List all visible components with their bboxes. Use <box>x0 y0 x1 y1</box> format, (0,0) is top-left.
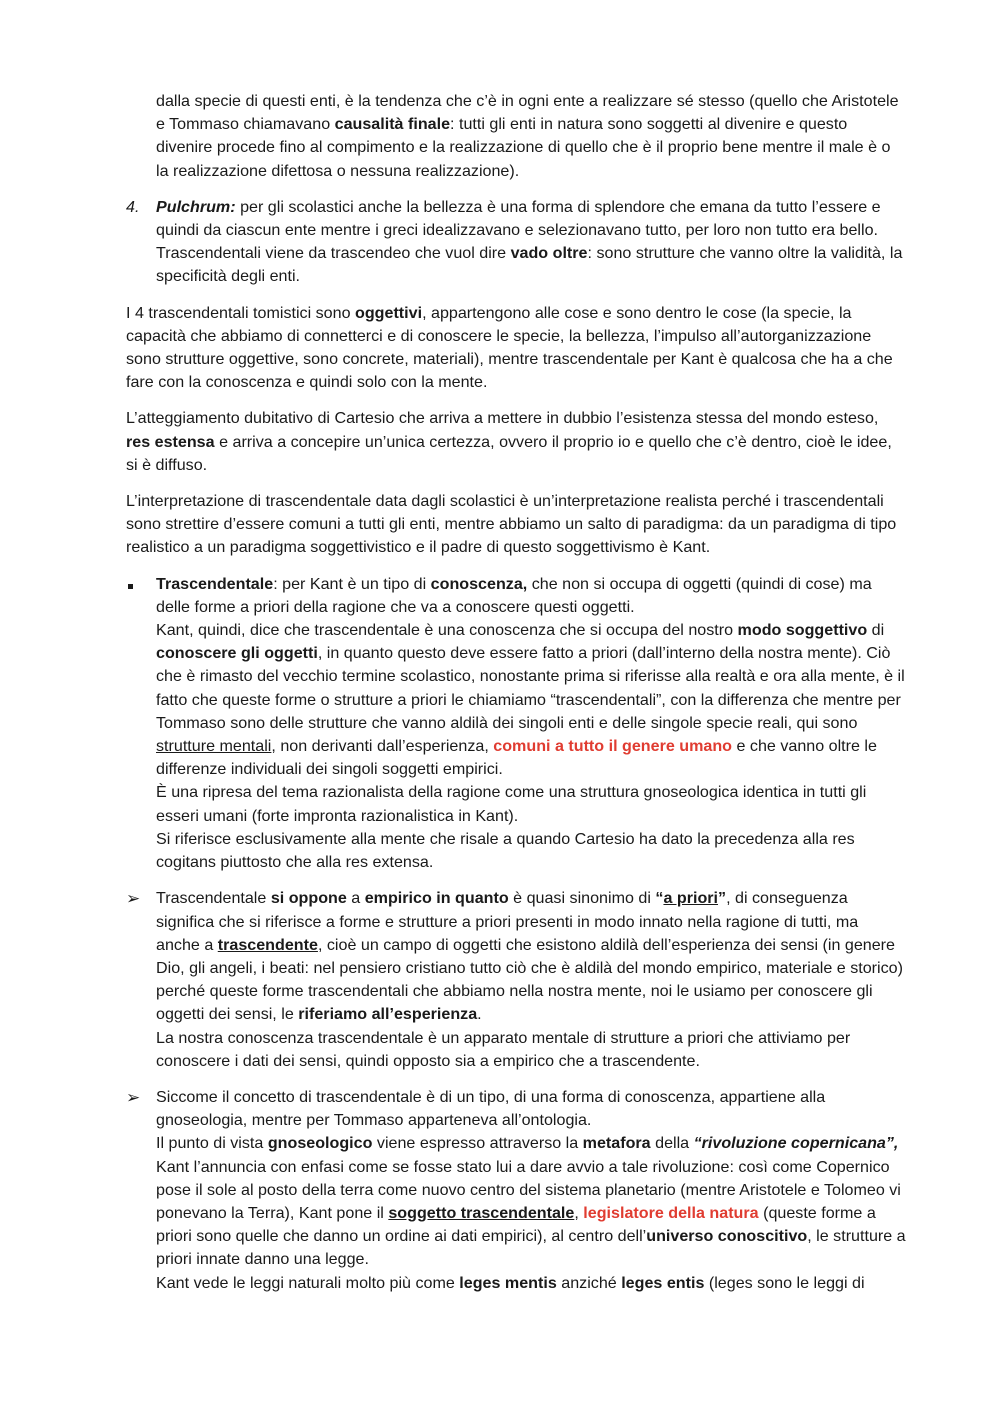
text: Siccome il concetto di trascendentale è di un tipo, di una forma di conoscenza, appartiene alla gnoseologia, mentre per Tommaso apparteneva all’ontologia. <box>156 1087 826 1130</box>
bold-quote: ” <box>718 889 727 908</box>
arrow-bullet-icon: ➢ <box>126 889 141 909</box>
text: , non derivanti dall’esperienza, <box>271 737 494 756</box>
text: anziché <box>556 1273 622 1292</box>
bold-italic-term: “rivoluzione copernicana”, <box>693 1134 899 1153</box>
bold-term: metafora <box>582 1134 651 1153</box>
underlined-term: strutture mentali <box>156 737 272 756</box>
text: . <box>477 1005 482 1024</box>
bold-term: conoscere gli oggetti <box>156 644 318 663</box>
bold-italic-term: Pulchrum: <box>156 197 236 216</box>
red-highlight: legislatore della natura <box>583 1203 759 1222</box>
text: Trascendentale <box>156 889 271 908</box>
text: a <box>346 889 365 908</box>
text: È una ripresa del tema razionalista della ragione come una struttura gnoseologica identica in tutti gli esseri umani (forte impronta razionalistica in Kant). <box>156 783 867 825</box>
bold-underlined-term: trascendente <box>217 935 318 954</box>
bold-term: Trascendentale <box>156 574 274 593</box>
bold-term: leges entis <box>621 1273 705 1292</box>
bold-term: gnoseologico <box>267 1134 373 1153</box>
text: è quasi sinonimo di <box>508 889 656 908</box>
text: La nostra conoscenza trascendentale è un apparato mentale di strutture a priori che attiviamo per conoscere i dati dei sensi, quindi opposto sia a empirico che a trascendente. <box>156 1028 851 1070</box>
text: , cioè un campo di oggetti che esistono aldilà dell’esperienza dei sensi (in genere Dio, gli angeli, i beati: nel pensiero cristiano tutto ciò che è aldilà del mondo empirico, materiale e storico) perché queste forme trascendentali che abbiamo nella nostra mente, noi le usiamo per conoscere gli oggetti dei sensi, le <box>156 935 903 1024</box>
bold-term: modo soggettivo <box>737 621 868 640</box>
text: Il punto di vista <box>156 1134 268 1153</box>
text: , le strutture a priori innate danno una legge. <box>156 1227 906 1269</box>
bold-term: universo conoscitivo <box>646 1227 808 1246</box>
text: I 4 trascendentali tomistici sono <box>126 303 355 322</box>
text: : sono strutture che vanno oltre la validità, la specificità degli enti. <box>156 244 903 286</box>
bold-term: empirico in quanto <box>364 889 509 908</box>
text: Kant l’annuncia con enfasi come se fosse stato lui a dare avvio a tale rivoluzione: così come Copernico pose il sole al posto della terra come nuovo centro del sistema planetario (mentre Aristotele e Tolomeo vi ponevano la Terra), Kant pone il <box>156 1157 901 1222</box>
list-number: 4. <box>126 197 140 216</box>
text: Kant vede le leggi naturali molto più come <box>156 1273 460 1292</box>
text: , in quanto questo deve essere fatto a priori (dall’interno della nostra mente). Ciò che è rimasto del vecchio termine scolastico, nonostante prima si riferisse alla realtà e ora alla mente, è il fatto che queste forme o strutture a priori le chiamiamo “trascendentali”, con la differenza che mentre per Tommaso sono delle strutture che vanno aldilà dei singoli enti e delle singole specie reali, qui sono <box>156 644 905 732</box>
paragraph-continuation <box>126 90 906 183</box>
red-highlight: comuni a tutto il genere umano <box>493 737 733 756</box>
text: Si riferisce esclusivamente alla mente che risale a quando Cartesio ha dato la precedenza alla res cogitans piuttosto che alla res extensa. <box>156 829 855 872</box>
bold-term: vado oltre <box>510 244 588 263</box>
paragraph-trascendentali-tomistici <box>126 302 906 395</box>
text: L’atteggiamento dubitativo di Cartesio che arriva a mettere in dubbio l’esistenza stessa del mondo esteso, <box>126 409 879 428</box>
text: dalla specie di questi enti, è la tendenza che c’è in ogni ente a realizzare sé stesso (quello che Aristotele e Tommaso chiamavano <box>156 92 899 134</box>
bold-quote: “ <box>655 889 664 908</box>
text: di <box>867 621 885 640</box>
text: Kant, quindi, dice che trascendentale è una conoscenza che si occupa del nostro <box>156 621 738 640</box>
bullet-item-trascendentale <box>126 573 906 875</box>
paragraph-cartesio <box>126 407 906 477</box>
text: : tutti gli enti in natura sono soggetti al divenire e questo divenire procede fino al compimento e la realizzazione di quello che è il proprio bene mentre il male è o la realizzazione difettosa o nessuna realizzazione). <box>156 115 891 180</box>
bold-term: riferiamo all’esperienza <box>298 1005 478 1024</box>
arrow-bullet-icon: ➢ <box>126 1087 141 1107</box>
text: , <box>574 1203 584 1222</box>
text: (queste forme a priori sono quelle che danno un ordine ai dati empirici), al centro dell’ <box>156 1203 876 1246</box>
text: , di conseguenza significa che si riferisce a forme e strutture a priori presenti in modo innato nella ragione di tutti, ma anche a <box>156 889 859 954</box>
text: e che vanno oltre le differenze individuali dei singoli soggetti empirici. <box>156 737 877 779</box>
arrow-item-rivoluzione <box>126 1086 906 1295</box>
bold-term: si oppone <box>270 889 347 908</box>
text: per gli scolastici anche la bellezza è una forma di splendore che emana da tutto l’essere e quindi da ciascun ente mentre i greci idealizzavano e selezionavano tutto, per loro non tutto era bello. Trascendentali viene da trascendeo che vuol dire <box>156 197 881 263</box>
bold-term: leges mentis <box>459 1273 557 1292</box>
text: , appartengono alle cose e sono dentro le cose (la specie, la capacità che abbiamo di connetterci e di conoscere le specie, la bellezza, l’impulso all’autorganizzazione sono strutture oggettive, sono concrete, materiali), mentre trascendentale per Kant è qualcosa che ha a che fare con la conoscenza e quindi solo con la mente. <box>126 303 893 392</box>
bold-term: oggettivi <box>355 303 423 322</box>
paragraph-paradigma <box>126 490 906 560</box>
bold-underlined-term: a priori <box>663 889 719 908</box>
bold-term: causalità finale <box>334 115 451 134</box>
bold-term: res estensa <box>126 432 215 451</box>
text: L’interpretazione di trascendentale data dagli scolastici è un’interpretazione realista perché i trascendentali sono strettire d’essere comuni a tutti gli enti, mentre abbiamo un salto di paradigma: da un paradigma di tipo realistico a un paradigma soggettivistico e il padre di questo soggettivismo è Kant. <box>126 492 897 557</box>
list-item-pulchrum <box>126 196 906 289</box>
text: (leges sono le leggi di <box>704 1273 865 1292</box>
text: che non si occupa di oggetti (quindi di cose) ma delle forme a priori della ragione che va a conoscere questi oggetti. <box>156 574 872 616</box>
text: viene espresso attraverso la <box>372 1134 583 1153</box>
bold-underlined-term: soggetto trascendentale <box>388 1203 575 1222</box>
square-bullet-icon <box>126 573 156 596</box>
bold-term: conoscenza, <box>430 574 528 593</box>
text: della <box>650 1134 694 1153</box>
document-page <box>126 90 906 1308</box>
text: : per Kant è un tipo di <box>273 574 431 593</box>
arrow-item-opposizione <box>126 887 906 1073</box>
text: e arriva a concepire un’unica certezza, ovvero il proprio io e quello che c’è dentro, cioè le idee, si è diffuso. <box>126 432 892 474</box>
